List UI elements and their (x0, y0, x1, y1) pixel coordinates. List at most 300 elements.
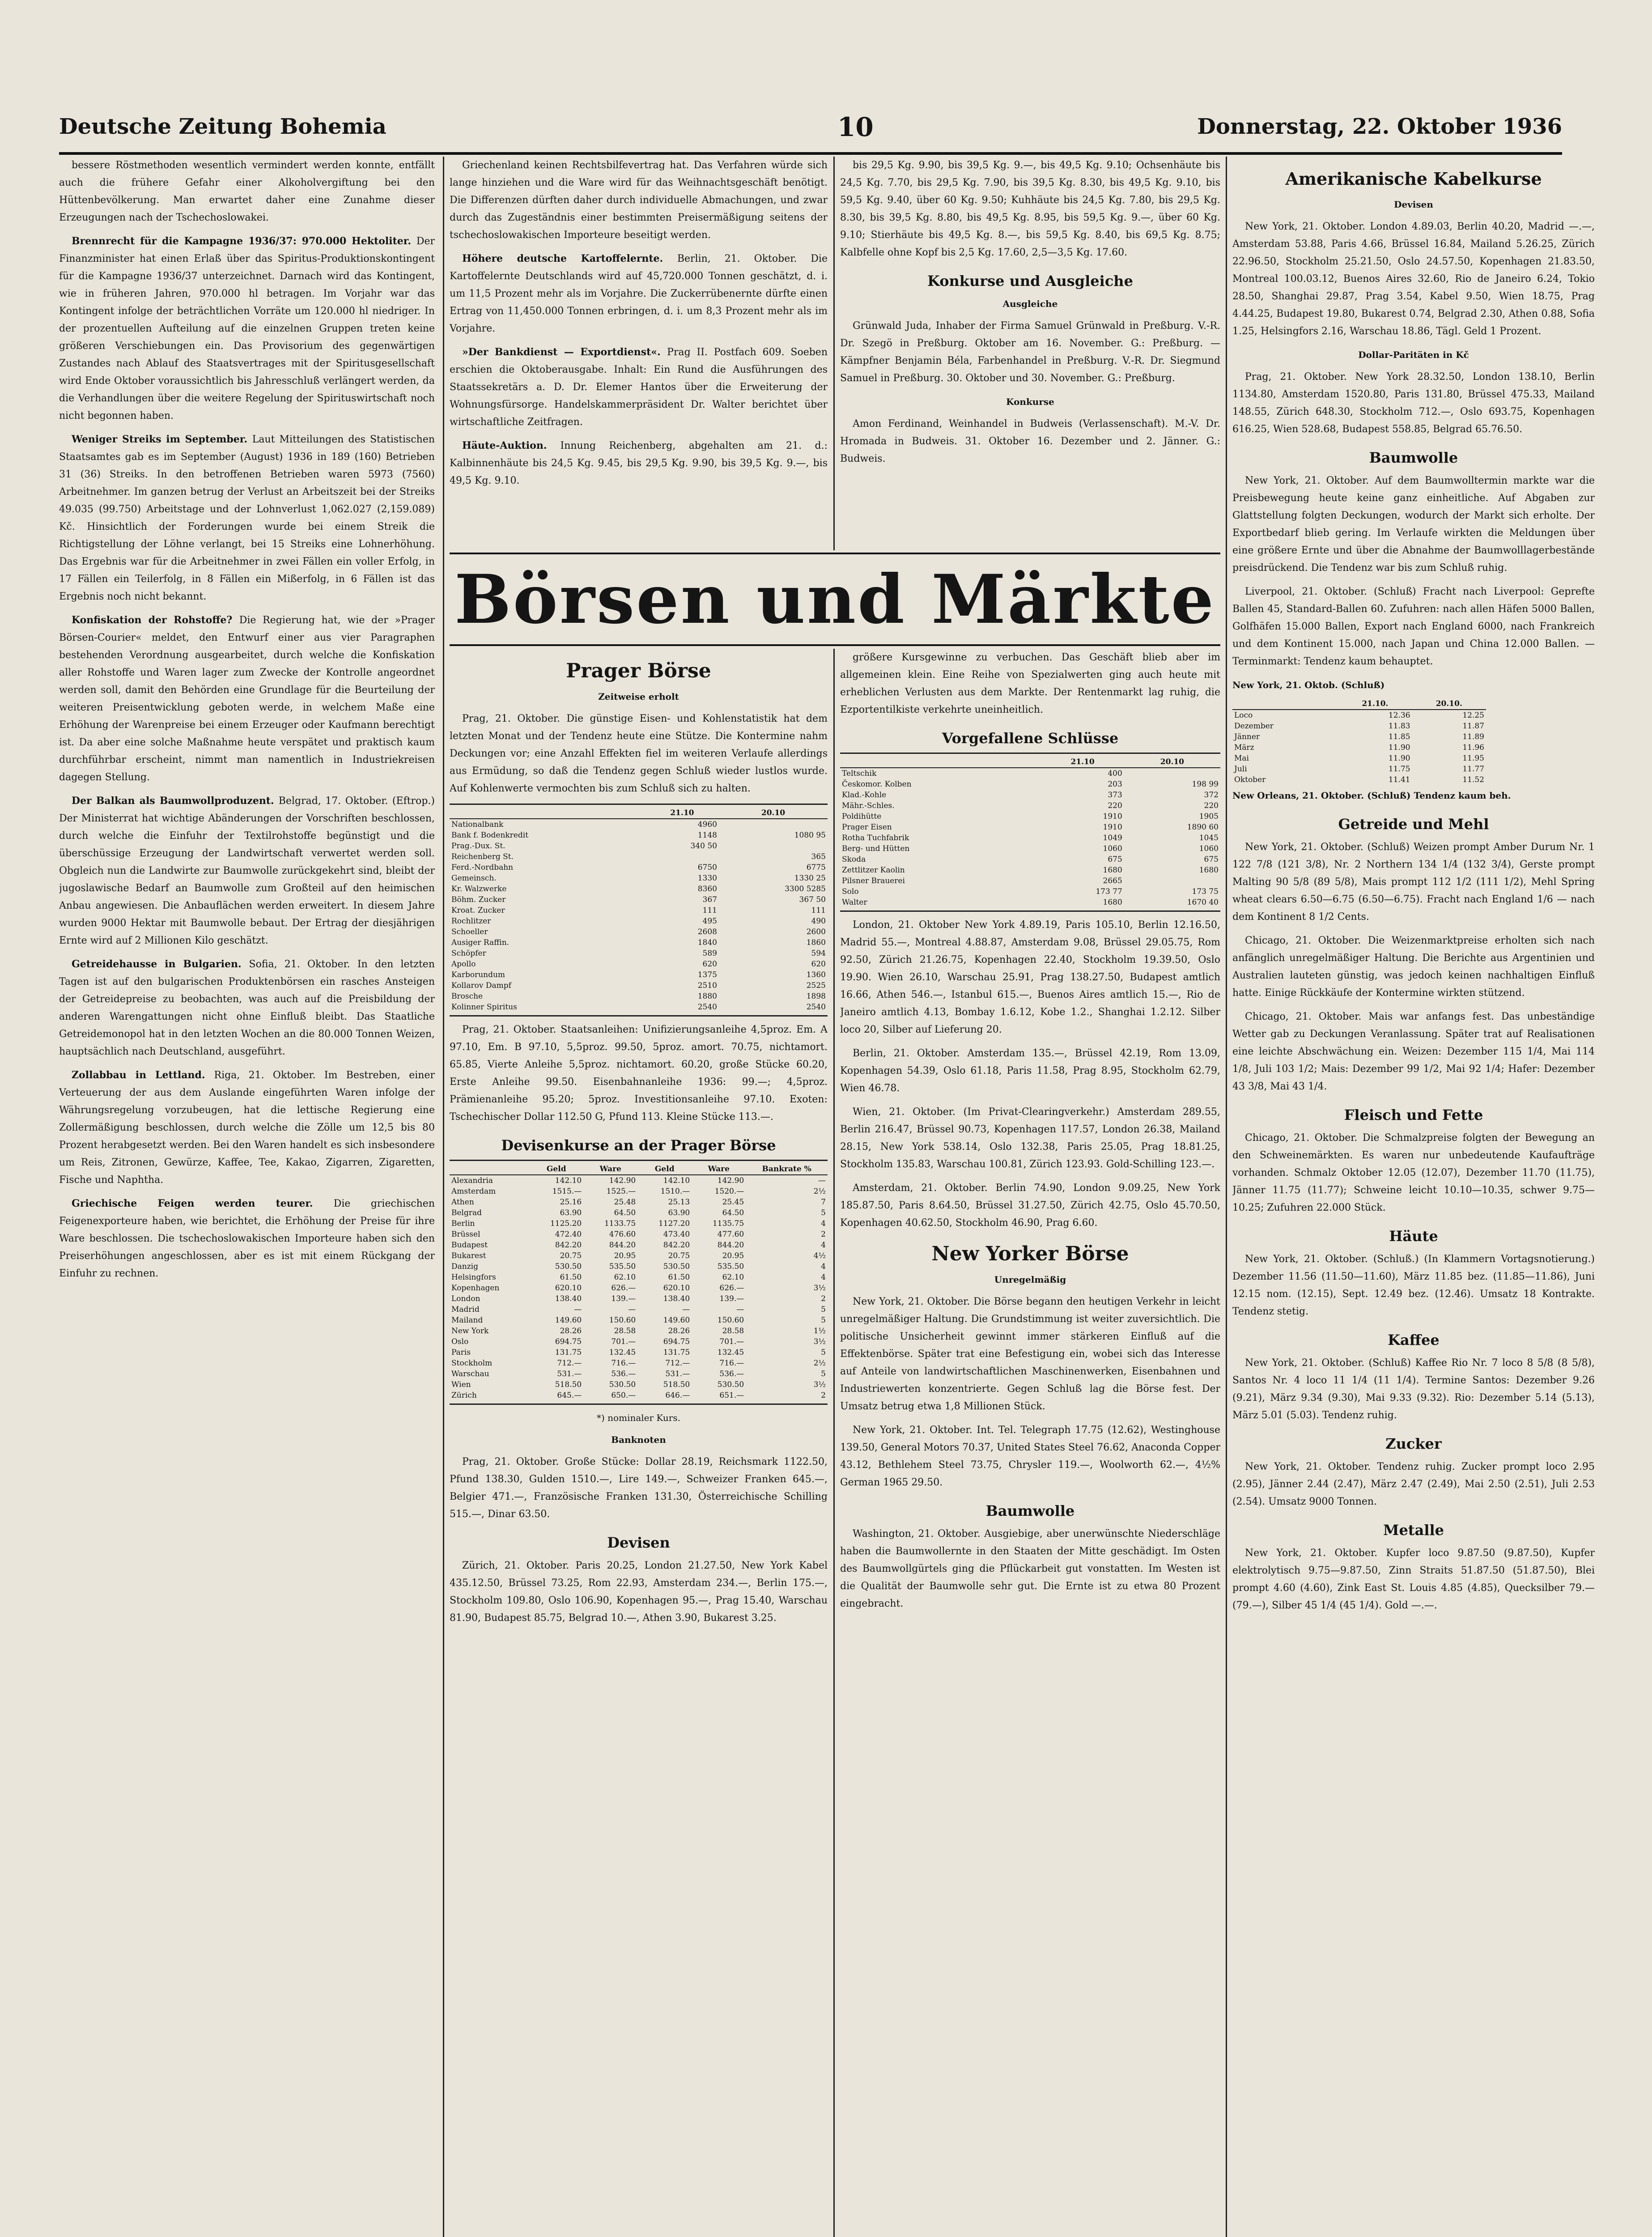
ausgleiche-label: Ausgleiche (1002, 298, 1058, 309)
column-rule (1226, 157, 1227, 2237)
row-value: 1049 (1103, 834, 1122, 842)
wien-text: Wien, 21. Oktober. (Im Privat-Clearingverkehr.) Amsterdam 289.55, Berlin 216.47, Brüssel 90.73, Kopenhagen 117.57, London 26.38, Mailand 28.15, New York 538.14, Oslo 132.38, Paris 25.05, Prag 18.81.25, Stockholm 135.83, Warschau 100.81, Zürich 123.93. Gold-Schilling 123.—. (840, 1106, 1220, 1170)
row-value: 372 (1204, 791, 1219, 800)
row-label: Brosche (451, 992, 483, 1001)
row-value: 620.10 (555, 1284, 582, 1293)
row-value: 3½ (813, 1337, 826, 1346)
row-value: 3½ (813, 1380, 826, 1389)
row-label: Kolinner Spiritus (451, 1003, 517, 1012)
kabelkurse-heading: Amerikanische Kabelkurse (1285, 169, 1542, 189)
row-value: 477.60 (717, 1230, 744, 1239)
schluesse-left-row (450, 894, 828, 905)
schluesse-right-row (840, 790, 1220, 800)
col3-paragraph-text: bis 29,5 Kg. 9.90, bis 39,5 Kg. 9.—, bis 49,5 Kg. 9.10; Ochsenhäute bis 24,5 Kg. 7.70, bis 29,5 Kg. 7.90, bis 39,5 Kg. 8.30, bis 49,5 Kg. 9.10, bis 59,5 Kg. 9.40, über 60 Kg. 9.50; Kuhhäute bis 24,5 Kg. 7.80, bis 29,5 Kg. 8.30, bis 39,5 Kg. 8.80, bis 49,5 Kg. 8.95, bis 59,5 Kg. 9.—, über 60 Kg. 9.10; Stierhäute bis 49,5 Kg. 8.—, bis 59,5 Kg. 8.40, bis 69,5 Kg. 8.75; Kalbfelle ohne Kopf bis 2,5 Kg. 17.60, 2,5—3,5 Kg. 17.60. (840, 160, 1220, 258)
metalle-text: New York, 21. Oktober. Kupfer loco 9.87.50 (9.87.50), Kupfer elektrolytisch 9.75—9.87.50, Zinn Straits 51.87.50 (51.87.50), Blei prompt 4.60 (4.60), Zink East St. Louis 4.85 (4.85), Quecksilber 79.— (79.—), Silber 45 1/4 (45 1/4). Gold —.—. (1232, 1548, 1595, 1611)
row-value: 25.48 (614, 1198, 636, 1207)
schluesse-left-row (450, 830, 828, 841)
row-value: 1890 60 (1187, 823, 1219, 832)
getreide-text: New York, 21. Oktober. (Schluß) Weizen prompt Amber Durum Nr. 1 122 7/8 (121 3/8), Nr. 2 Northern 134 1/4 (132 3/4), Gerste prompt Malting 90 5/8 (89 5/8), Mais prompt 112 1/2 (111 1/2), Mehl Spring wheat clears 6.50—6.75 (6.50—6.75). Fracht nach England 1/6 — nach dem Kontinent 8 1/2 Cents. (1232, 842, 1595, 923)
col1-paragraph-lead: Zollabbau in Lettland. (72, 1069, 214, 1081)
row-value: 6775 (806, 863, 826, 872)
devisen-label: Devisen (1394, 199, 1433, 210)
devisen-row (450, 1358, 828, 1369)
baumwolle-text: New York, 21. Oktober. Auf dem Baumwolltermin markte war die Preisbewegung heute keine ganz einheitliche. Auf Abgaben zur Glattstellung folgten Deckungen, wodurch der Markt sich erholte. Der Exportbedarf blieb gering. Im Verlaufe wirkten die Meldungen über eine größere Ernte und über die Abnahme der Baumwolllagerbestände preisdrückend. Die Tendenz war bis zum Schluß ruhig. (1232, 475, 1595, 574)
devisen-note: *) nominaler Kurs. (597, 1412, 680, 1423)
devisen-zurich-heading: Devisen (607, 1534, 670, 1551)
header-cell: Ware (692, 1164, 746, 1175)
dollar-paritaeten-heading: Dollar-Paritäten in Kč (1358, 349, 1469, 360)
chicago-text: Chicago, 21. Oktober. Die Weizenmarktpreise erholten sich nach anfänglich unregelmäßiger Haltung. Die Berichte aus Argentinien und Australien lauteten günstig, was jedoch keinen nachhaltigen Einfluß hatte. Einige Rückkäufe der Kontermine wirkten stützend. (1232, 935, 1595, 999)
row-label: Belgrad (451, 1208, 482, 1217)
row-value: 149.60 (555, 1316, 582, 1325)
row-value: 530.50 (663, 1262, 690, 1271)
schluesse-right-row (840, 822, 1220, 833)
row-value: 844.20 (609, 1241, 636, 1250)
row-value: 651.— (719, 1391, 744, 1400)
col1-paragraph-lead: Brennrecht für die Kampagne 1936/37: 970.000 Hektoliter. (72, 235, 416, 247)
schluesse-table-left (450, 804, 828, 1016)
header-cell (450, 1164, 529, 1175)
banknoten-heading: Banknoten (611, 1434, 666, 1445)
row-value: 11.90 (1388, 754, 1410, 763)
row-value: 61.50 (560, 1273, 582, 1282)
prager-boerse-text: Prag, 21. Oktober. Die günstige Eisen- und Kohlenstatistik hat dem letzten Monat und der Tendenz heute eine Stütze. Die Kontermine nahm Deckungen vor; eine Anzahl Effekten fiel im weiteren Verlaufe allerdings aus Ermüdung, so daß die Tendenz gegen Schluß wieder lustlos wurde. Auf Kohlenwerte vermochten bis zum Schluß sich zu halten. (450, 713, 828, 794)
header-cell: 20.10. (1412, 698, 1486, 710)
schluesse-right-row (840, 876, 1220, 886)
newyork-heading: New Yorker Börse (931, 1242, 1129, 1265)
row-value: 3½ (813, 1284, 826, 1293)
row-value: 20.75 (668, 1251, 690, 1260)
haeute-text: New York, 21. Oktober. (Schluß.) (In Klammern Vortagsnotierung.) Dezember 11.56 (11.50—11.60), März 11.85 bez. (11.85—11.86), Juni 12.15 nom. (12.15), Sept. 12.49 bez. (12.46). Umsatz 18 Kontrakte. Tendenz stetig. (1232, 1254, 1595, 1317)
row-value: 2 (821, 1391, 826, 1400)
row-value: 3300 5285 (785, 885, 826, 893)
row-value: — (628, 1305, 636, 1314)
schluesse-right-row (840, 886, 1220, 897)
row-value: 536.— (719, 1369, 744, 1378)
row-value: 531.— (557, 1369, 582, 1378)
row-label: Pilsner Brauerei (842, 876, 905, 885)
row-value: 111 (811, 906, 826, 915)
baumwolle-heading-col3: Baumwolle (985, 1502, 1075, 1519)
devisen-row (450, 1369, 828, 1379)
row-value: 842.20 (663, 1241, 690, 1250)
row-value: 2½ (813, 1187, 826, 1196)
row-value: 7 (821, 1198, 826, 1207)
row-value: 111 (702, 906, 717, 915)
col2-paragraph (450, 437, 828, 489)
devisen-row (450, 1293, 828, 1304)
devisen-row (450, 1379, 828, 1390)
row-value: 1135.75 (712, 1219, 744, 1228)
row-value: 198 99 (1192, 780, 1219, 789)
column-1 (59, 157, 435, 2237)
cotton-row (1232, 774, 1486, 785)
header-cell: Ware (583, 1164, 637, 1175)
row-value: 6750 (697, 863, 717, 872)
zucker-heading: Zucker (1385, 1435, 1442, 1452)
row-value: 472.40 (555, 1230, 582, 1239)
row-label: Budapest (451, 1241, 488, 1250)
newyork-text: New York, 21. Oktober. Die Börse begann den heutigen Verkehr in leicht unregelmäßiger Haltung. Die Grundstimmung ist weiter zuversichtlich. Die politische Unsicherheit gewinnt immer stärkeren Einfluß auf die Effektenbörse. Später trat eine Befestigung ein, wobei sich das Interesse auf Anteile von landwirtschaftlichen Maschinenwerken, Eisenbahnen und Industriewerten konzentrierte. Gegen Schluß lag die Börse fest. Der Umsatz betrug etwa 1,8 Millionen Stück. (840, 1296, 1220, 1412)
row-value: 530.50 (555, 1262, 582, 1271)
row-value: 28.58 (722, 1327, 744, 1335)
chicago2-text: Chicago, 21. Oktober. Mais war anfangs fest. Das unbeständige Wetter gab zu Deckungen Veranlassung. Später trat auf Realisationen eine leichte Abschwächung ein. Weizen: Dezember 115 1/4, Mai 114 1/8, Juli 103 1/2; Mais: Dezember 99 1/2, Mai 92 1/4; Hafer: Dezember 43 3/8, Mai 43 1/4. (1232, 1011, 1595, 1092)
column-2-top (450, 157, 828, 550)
row-value: 2665 (1103, 876, 1122, 885)
row-label: Reichenberg St. (451, 852, 514, 861)
cotton-row (1232, 710, 1486, 721)
schluesse-left-row (450, 970, 828, 980)
row-value: 340 50 (690, 842, 717, 851)
row-label: London (451, 1294, 480, 1303)
row-value (1124, 876, 1220, 886)
row-value: 62.10 (722, 1273, 744, 1282)
row-label: Zürich (451, 1391, 477, 1400)
row-value: 11.77 (1462, 765, 1484, 774)
row-value: 12.36 (1388, 711, 1410, 720)
row-label: Teltschik (842, 769, 877, 778)
row-value: 132.45 (609, 1348, 636, 1357)
row-value: 2 (821, 1230, 826, 1239)
col2-paragraph (450, 157, 828, 244)
col2-paragraph-text: Griechenland keinen Rechtsbilfevertrag hat. Das Verfahren würde sich lange hinziehen und die Ware wird für das Weihnachtsgeschäft benötigt. Die Differenzen dürften daher durch individuelle Abmachungen, und zwar durch das Zugeständnis einer bestimmten Preisermäßigung seitens der tschechoslowakischen Importeure beseitigt werden. (450, 160, 828, 241)
row-value: 1080 95 (794, 831, 826, 840)
row-value: 11.89 (1462, 732, 1484, 741)
row-value: 2510 (697, 981, 717, 990)
row-value: 2 (821, 1294, 826, 1303)
schluesse-right-row (840, 865, 1220, 876)
row-value: 1680 (1103, 866, 1122, 875)
row-value: 694.75 (663, 1337, 690, 1346)
col1-paragraph-text: Belgrad, 17. Oktober. (Eftrop.) Der Ministerrat hat wichtige Abänderungen der Vorschriften beschlossen, durch welche die Einfuhr der Textilrohstoffe begünstigt und die überschüssige Erzeugung der Landwirtschaft verwertet werden soll. Obgleich nun die Landwirte zur Baumwolle zurückgekehrt sind, bleibt der jugoslawische Bedarf an Baumwolle zum Großteil auf den heimischen Anbau angewiesen. Die Anbauflächen werden erweitert. In diesem Jahre wurden 9000 Hektar mit Baumwolle bebaut. Der Ertrag der diesjährigen Ernte wird auf 2 Millionen Kilo geschätzt. (59, 795, 435, 946)
running-head (59, 89, 1562, 166)
row-value: 620 (702, 960, 717, 969)
kaffee-heading: Kaffee (1388, 1331, 1440, 1348)
row-value: 1910 (1103, 823, 1122, 832)
row-value: 142.10 (663, 1176, 690, 1185)
banknoten-text: Prag, 21. Oktober. Große Stücke: Dollar 28.19, Reichsmark 1122.50, Pfund 138.30, Gulden 1510.—, Lire 149.—, Schweizer Franken 645.—, Belgier 471.—, Französische Franken 131.30, Österreichische Schilling 515.—, Dinar 63.50. (450, 1456, 828, 1520)
row-label: Ferd.-Nordbahn (451, 863, 514, 872)
row-value: 11.87 (1462, 722, 1484, 731)
row-value: 535.50 (717, 1262, 744, 1271)
row-value: 28.26 (560, 1327, 582, 1335)
head-rule (59, 152, 1562, 155)
row-value: 844.20 (717, 1241, 744, 1250)
banner-rule-bottom (450, 644, 1220, 646)
row-value: 367 50 (799, 895, 826, 904)
header-cell: 21.10 (1041, 757, 1124, 768)
col1-paragraph-text: Laut Mitteilungen des Statistischen Staatsamtes gab es im September (August) 1936 in 189 (160) Betrieben 31 (36) Streiks. In den betroffenen Betrieben waren 5973 (7560) Arbeitnehmer. Im ganzen betrug der Verlust an Arbeitszeit bei der Streiks 49.035 (99.750) Arbeitstage und der Lohnverlust 1,062.027 (2,159.089) Kč. Hinsichtlich der Forderungen wurde bei einem Streik die Richtigstellung der Löhne verlangt, bei 15 Streiks eine Lohnerhöhung. Das Ergebnis war für die Arbeitnehmer in zwei Fällen ein voller Erfolg, in 17 Fällen ein Teilerfolg, in 8 Fällen ein Mißerfolg, in 6 Fällen ist das Ergebnis noch nicht bekannt. (59, 434, 435, 602)
row-value: 4 (821, 1219, 826, 1228)
row-value: 25.13 (668, 1198, 690, 1207)
column-rule (833, 157, 835, 550)
row-value: 131.75 (555, 1348, 582, 1357)
row-value: 2525 (806, 981, 826, 990)
devisen-row (450, 1283, 828, 1293)
col1-paragraph (59, 431, 435, 605)
schluesse-left-row (450, 873, 828, 884)
row-value: 220 (1108, 801, 1122, 810)
row-label: Kr. Walzwerke (451, 885, 507, 893)
row-value: 490 (811, 917, 826, 926)
devisen-row (450, 1272, 828, 1283)
row-value: 1127.20 (658, 1219, 690, 1228)
row-value: 5 (821, 1348, 826, 1357)
col2-paragraph-text: Prag II. Postfach 609. Soeben erschien die Oktoberausgabe. Inhalt: Ein Rund die Ausführungen des Staatssekretärs a. D. Dr. Elemer Hantos über die Erweiterung der Wohnungsfürsorge. Handelskammerpräsident Dr. Walter berichtet über wirtschaftliche Zeitfragen. (450, 347, 828, 428)
row-value (719, 819, 828, 830)
schluesse-right-header-row (840, 757, 1220, 768)
row-value: 150.60 (717, 1316, 744, 1325)
devisen-row (450, 1347, 828, 1358)
row-label: Schoeller (451, 927, 488, 936)
row-value: 132.45 (717, 1348, 744, 1357)
schluesse-right-row (840, 779, 1220, 790)
row-value: 11.41 (1388, 775, 1410, 784)
row-value: 1520.— (714, 1187, 744, 1196)
newyork-subheading: Unregelmäßig (994, 1274, 1066, 1285)
devisen-row (450, 1186, 828, 1197)
row-value: 4960 (697, 820, 717, 829)
row-label: Helsingfors (451, 1273, 496, 1282)
cotton-row (1232, 721, 1486, 731)
haeute-heading: Häute (1389, 1228, 1438, 1245)
row-value: 2½ (813, 1359, 826, 1368)
devisen-row (450, 1336, 828, 1347)
row-label: Oslo (451, 1337, 469, 1346)
row-label: Loco (1234, 711, 1253, 720)
header-cell: Geld (529, 1164, 583, 1175)
schluesse-left-row (450, 884, 828, 894)
row-value: 62.10 (614, 1273, 636, 1282)
schluesse-left-row (450, 980, 828, 991)
section-banner: Börsen und Märkte (454, 560, 1216, 639)
row-value: 5 (821, 1316, 826, 1325)
row-label: Bank f. Bodenkredit (451, 831, 529, 840)
column-3-top (840, 157, 1220, 550)
dollar-paritaeten-text: Prag, 21. Oktober. New York 28.32.50, London 138.10, Berlin 1134.80, Amsterdam 1520.80, Paris 131.80, Brüssel 475.33, Mailand 148.55, Zürich 648.30, Stockholm 712.—, Oslo 693.75, Kopenhagen 616.25, Wien 528.68, Budapest 558.85, Belgrad 65.76.50. (1232, 371, 1595, 435)
row-value: 476.60 (609, 1230, 636, 1239)
row-value (646, 851, 719, 862)
getreide-heading: Getreide und Mehl (1338, 816, 1489, 833)
issue-date: Donnerstag, 22. Oktober 1936 (1197, 114, 1562, 139)
col1-paragraph-text: Riga, 21. Oktober. Im Bestreben, einer Verteuerung der aus dem Auslande eingeführten Waren infolge der Währungsregelung vorzubeugen, hat die lettische Regierung eine Zollermäßigung beschlossen, durch welche die Zölle um 12,5 bis 80 Prozent herabgesetzt werden. Bei den Waren handelt es sich insbesondere um Reis, Zitronen, Gewürze, Kaffee, Tee, Kakao, Zigarren, Zigaretten, Fische und Naphtha. (59, 1070, 435, 1186)
row-value: 536.— (611, 1369, 636, 1378)
row-value: 473.40 (663, 1230, 690, 1239)
row-value: 365 (811, 852, 826, 861)
row-value: 1670 40 (1187, 898, 1219, 907)
row-label: Athen (451, 1198, 474, 1207)
header-cell: Geld (637, 1164, 692, 1175)
row-label: New York (451, 1327, 489, 1335)
row-label: Juli (1234, 765, 1247, 774)
row-value: 2600 (806, 927, 826, 936)
col1-paragraph-text: bessere Röstmethoden wesentlich vermindert werden konnte, entfällt auch die frühere Gefahr einer Alkoholvergiftung bei den Hüttenbevölkerung. Man erwartet daher eine Zunahme dieser Erzeugungen nach der Tschechoslowakei. (59, 160, 435, 223)
devisen-row (450, 1208, 828, 1218)
cotton-header-row (1232, 698, 1486, 710)
column-rule (833, 649, 835, 2237)
devisenkurse-table (450, 1160, 828, 1405)
row-label: Danzig (451, 1262, 478, 1271)
row-value: 139.— (719, 1294, 744, 1303)
row-value: 20.75 (560, 1251, 582, 1260)
column-rule (443, 157, 444, 2237)
row-value: 701.— (719, 1337, 744, 1346)
row-label: Mai (1234, 754, 1249, 763)
schluesse-left-row (450, 862, 828, 873)
devisen-row (450, 1326, 828, 1336)
row-value: 1905 (1199, 812, 1219, 821)
row-label: Walter (842, 898, 867, 907)
row-value: 150.60 (609, 1316, 636, 1325)
row-value: 2540 (806, 1003, 826, 1012)
row-value: 1330 (697, 874, 717, 883)
row-value: 530.50 (717, 1380, 744, 1389)
col1-paragraph (59, 157, 435, 226)
row-label: Prager Eisen (842, 823, 892, 832)
row-value: 626.— (611, 1284, 636, 1293)
row-value: 1330 25 (794, 874, 826, 883)
row-value: 712.— (665, 1359, 690, 1368)
header-cell (450, 808, 646, 819)
row-value: 63.90 (560, 1208, 582, 1217)
row-value: 530.50 (609, 1380, 636, 1389)
row-value: 12.25 (1462, 711, 1484, 720)
row-value: 4½ (813, 1251, 826, 1260)
row-value: 646.— (665, 1391, 690, 1400)
row-value: 518.50 (555, 1380, 582, 1389)
row-value: — (818, 1176, 826, 1185)
col1-paragraph (59, 1195, 435, 1282)
row-value: 203 (1108, 780, 1122, 789)
row-value: 495 (702, 917, 717, 926)
row-label: Českomor. Kolben (842, 780, 912, 789)
devisen-row (450, 1390, 828, 1401)
baumwolle-text-col3: Washington, 21. Oktober. Ausgiebige, aber unerwünschte Niederschläge haben die Baumwollernte in den Staaten der Mitte geschädigt. Im Osten des Baumwollgürtels ging die Pflückarbeit gut vonstatten. Im Westen ist die Qualität der Baumwolle sehr gut. Die Ernte ist zu etwa 80 Prozent eingebracht. (840, 1528, 1220, 1609)
col1-paragraph-text: Die Regierung hat, wie der »Prager Börsen-Courier« meldet, den Entwurf einer aus vier Paragraphen bestehenden Verordnung ausgearbeitet, durch welche die Konfiskation aller Rohstoffe und Waren lager zum Zwecke der Kontrolle angeordnet werden soll, damit den Behörden eine Grundlage für die Beurteilung der weiteren Preisentwicklung geboten werde, in welchem Maße eine Erhöhung der Warenpreise bei einem Erzeuger oder Kaufmann berechtigt ist. Da aber eine solche Maßnahme heute verspätet und praktisch kaum durchführbar erscheint, nimmt man namentlich in Industriekreisen dagegen Stellung. (59, 615, 435, 783)
row-value: 701.— (611, 1337, 636, 1346)
row-label: Böhm. Zucker (451, 895, 506, 904)
row-value: 645.— (557, 1391, 582, 1400)
row-value: 149.60 (663, 1316, 690, 1325)
row-value: — (682, 1305, 690, 1314)
devisen-header-row (450, 1164, 828, 1175)
col2-paragraph-text: Berlin, 21. Oktober. Die Kartoffelernte Deutschlands wird auf 45,720.000 Tonnen geschätzt, d. i. um 11,5 Prozent mehr als im Vorjahre. Die Zuckerrübenernte dürfte einen Ertrag von 11,450.000 Tonnen erbringen, d. i. um 8,3 Prozent mehr als im Vorjahre. (450, 253, 828, 334)
zucker-text: New York, 21. Oktober. Tendenz ruhig. Zucker prompt loco 2.95 (2.95), Jänner 2.44 (2.47), März 2.47 (2.49), Mai 2.50 (2.51), Juli 2.53 (2.54). Umsatz 9000 Tonnen. (1232, 1461, 1595, 1507)
devisen-row (450, 1304, 828, 1315)
header-cell (840, 757, 1041, 768)
row-value: 1860 (806, 938, 826, 947)
berlin-text: Berlin, 21. Oktober. Amsterdam 135.—, Brüssel 42.19, Rom 13.09, Kopenhagen 54.39, Oslo 61.18, Paris 11.58, Prag 8.95, Stockholm 62.79, Wien 46.78. (840, 1048, 1220, 1094)
row-value: 28.26 (668, 1327, 690, 1335)
row-label: Bukarest (451, 1251, 486, 1260)
col1-paragraph (59, 612, 435, 786)
metalle-heading: Metalle (1383, 1522, 1444, 1539)
row-value: 1680 (1199, 866, 1219, 875)
devisen-row (450, 1250, 828, 1261)
schluesse-right-row (840, 854, 1220, 865)
row-value: 594 (811, 949, 826, 958)
row-label: Paris (451, 1348, 471, 1357)
schluesse-left-row (450, 959, 828, 970)
row-value: 712.— (557, 1359, 582, 1368)
col2-paragraph (450, 344, 828, 431)
row-value: 11.52 (1462, 775, 1484, 784)
schluesse-left-row (450, 916, 828, 927)
newspaper-name: Deutsche Zeitung Bohemia (59, 114, 386, 139)
prager-boerse-subheading: Zeitweise erholt (598, 691, 679, 702)
row-value: 620.10 (663, 1284, 690, 1293)
schluesse-left-row (450, 991, 828, 1002)
row-value: 1125.20 (550, 1219, 582, 1228)
row-label: Kroat. Zucker (451, 906, 505, 915)
row-label: Dezember (1234, 722, 1274, 731)
col1-paragraph-text: Der Finanzminister hat einen Erlaß über das Spiritus-Produktionskontingent für die Kampagne 1936/37 unterzeichnet. Darnach wird das Kontingent, wie in früheren Jahren, 970.000 hl betragen. Im Vorjahr war das Kontingent infolge der beträchtlichen Vorräte um 120.000 hl niedriger. In der prozentuellen Aufteilung auf die einzelnen Gruppen treten keine größeren Verschiebungen ein. Das Provisorium des gegenwärtigen Zustandes nach Ablauf des Staatsvertrages mit der Spiritusgesellschaft wird Ende Oktober voraussichtlich bis Jahresschluß verlängert werden, da die Verhandlungen über die weitere Regelung der Spirituswirtschaft noch nicht begonnen haben. (59, 236, 435, 421)
col1-paragraph-lead: Getreidehausse in Bulgarien. (72, 958, 249, 970)
row-value: 11.96 (1462, 743, 1484, 752)
row-value: 1510.— (660, 1187, 690, 1196)
schluesse-right-row (840, 833, 1220, 843)
col1-paragraph (59, 956, 435, 1060)
row-value: 64.50 (722, 1208, 744, 1217)
devisen-row (450, 1261, 828, 1272)
row-value: 518.50 (663, 1380, 690, 1389)
row-value: 220 (1204, 801, 1219, 810)
row-label: Stockholm (451, 1359, 493, 1368)
col2-paragraph-lead: Höhere deutsche Kartoffelernte. (462, 253, 677, 264)
schluesse-left-header-row (450, 808, 828, 819)
devisen-row (450, 1229, 828, 1240)
baumwolle-heading: Baumwolle (1369, 449, 1458, 466)
row-value: 589 (702, 949, 717, 958)
row-value: 61.50 (668, 1273, 690, 1282)
row-value: 675 (1108, 855, 1122, 864)
row-label: Kopenhagen (451, 1284, 500, 1293)
schluesse-right-row (840, 800, 1220, 811)
row-value: 1133.75 (604, 1219, 636, 1228)
row-value: 531.— (665, 1369, 690, 1378)
devisen-row (450, 1240, 828, 1250)
row-label: Mähr.-Schles. (842, 801, 895, 810)
row-value: 1515.— (552, 1187, 582, 1196)
row-value: 1910 (1103, 812, 1122, 821)
col3-paragraph (840, 157, 1220, 261)
row-value: 694.75 (555, 1337, 582, 1346)
schluesse-left-row (450, 851, 828, 862)
schluesse-left-row (450, 819, 828, 830)
london-text: London, 21. Oktober New York 4.89.19, Paris 105.10, Berlin 12.16.50, Madrid 55.—, Montreal 4.88.87, Amsterdam 9.08, Brüssel 29.05.75, Rom 92.50, Zürich 21.26.75, Kopenhagen 22.40, Stockholm 19.39.50, Oslo 19.90. Wien 26.10, Warschau 25.91, Prag 138.27.50, Budapest amtlich 16.66, Athen 546.—, Istanbul 615.—, Buenos Aires amtlich 15.—, Rio de Janeiro amtlich 4.13, Bombay 1.6.12, Kobe 1.2., Shanghai 1.2.12. Silber loco 20, Silber auf Lieferung 20. (840, 919, 1220, 1035)
col1-paragraph-text: Die griechischen Feigenexporteure haben, wie berichtet, die Erhöhung der Preise für ihre Ware beschlossen. Die tschechoslowakischen Importeure haben sich den Preiserhöhungen angeschlossen, aber es ist mit einem Rückgang der Einfuhr zu rechnen. (59, 1198, 435, 1279)
row-value: 142.90 (609, 1176, 636, 1185)
schluesse-right-row (840, 811, 1220, 822)
liverpool-text: Liverpool, 21. Oktober. (Schluß) Fracht nach Liverpool: Geprefte Ballen 45, Standard-Ballen 60. Zufuhren: nach allen Häfen 5000 Ballen, Golfhäfen 15.000 Ballen, Export nach England 6000, nach Frankreich und dem Kontinent 15.000, nach Japan und China 12.000 Ballen. — Terminmarkt: Tendenz kaum behauptet. (1232, 586, 1595, 667)
header-cell: 21.10 (646, 808, 719, 819)
row-value: 11.85 (1388, 732, 1410, 741)
row-value: 64.50 (614, 1208, 636, 1217)
row-label: Ausiger Raffin. (451, 938, 510, 947)
devisenkurse-heading: Devisenkurse an der Prager Börse (501, 1137, 776, 1154)
row-value: 1880 (697, 992, 717, 1001)
schluesse-heading: Vorgefallene Schlüsse (942, 730, 1119, 747)
row-value: 5 (821, 1369, 826, 1378)
row-value: 131.75 (663, 1348, 690, 1357)
kaffee-text: New York, 21. Oktober. (Schluß) Kaffee Rio Nr. 7 loco 8 5/8 (8 5/8), Santos Nr. 4 loco 11 1/4 (11 1/4). Termine Santos: Dezember 9.26 (9.21), März 9.34 (9.30), Mai 9.33 (9.32). Rio: Dezember 5.14 (5.13), März 5.01 (5.03). Tendenz ruhig. (1232, 1357, 1595, 1421)
row-value: 5 (821, 1305, 826, 1314)
fleisch-text: Chicago, 21. Oktober. Die Schmalzpreise folgten der Bewegung an den Schweinemärkten. Es waren nur unbedeutende Kaufaufträge vorhanden. Schmalz Oktober 12.05 (12.07), Dezember 11.70 (11.75), Jänner 11.75 (11.77); Schweine leicht 10.10—10.35, schwer 9.75—10.25; Zufuhren 22.000 Stück. (1232, 1132, 1595, 1213)
row-value: 716.— (719, 1359, 744, 1368)
schluesse-left-row (450, 905, 828, 916)
row-label: Karborundum (451, 970, 505, 979)
banner-rule-top (450, 553, 1220, 554)
